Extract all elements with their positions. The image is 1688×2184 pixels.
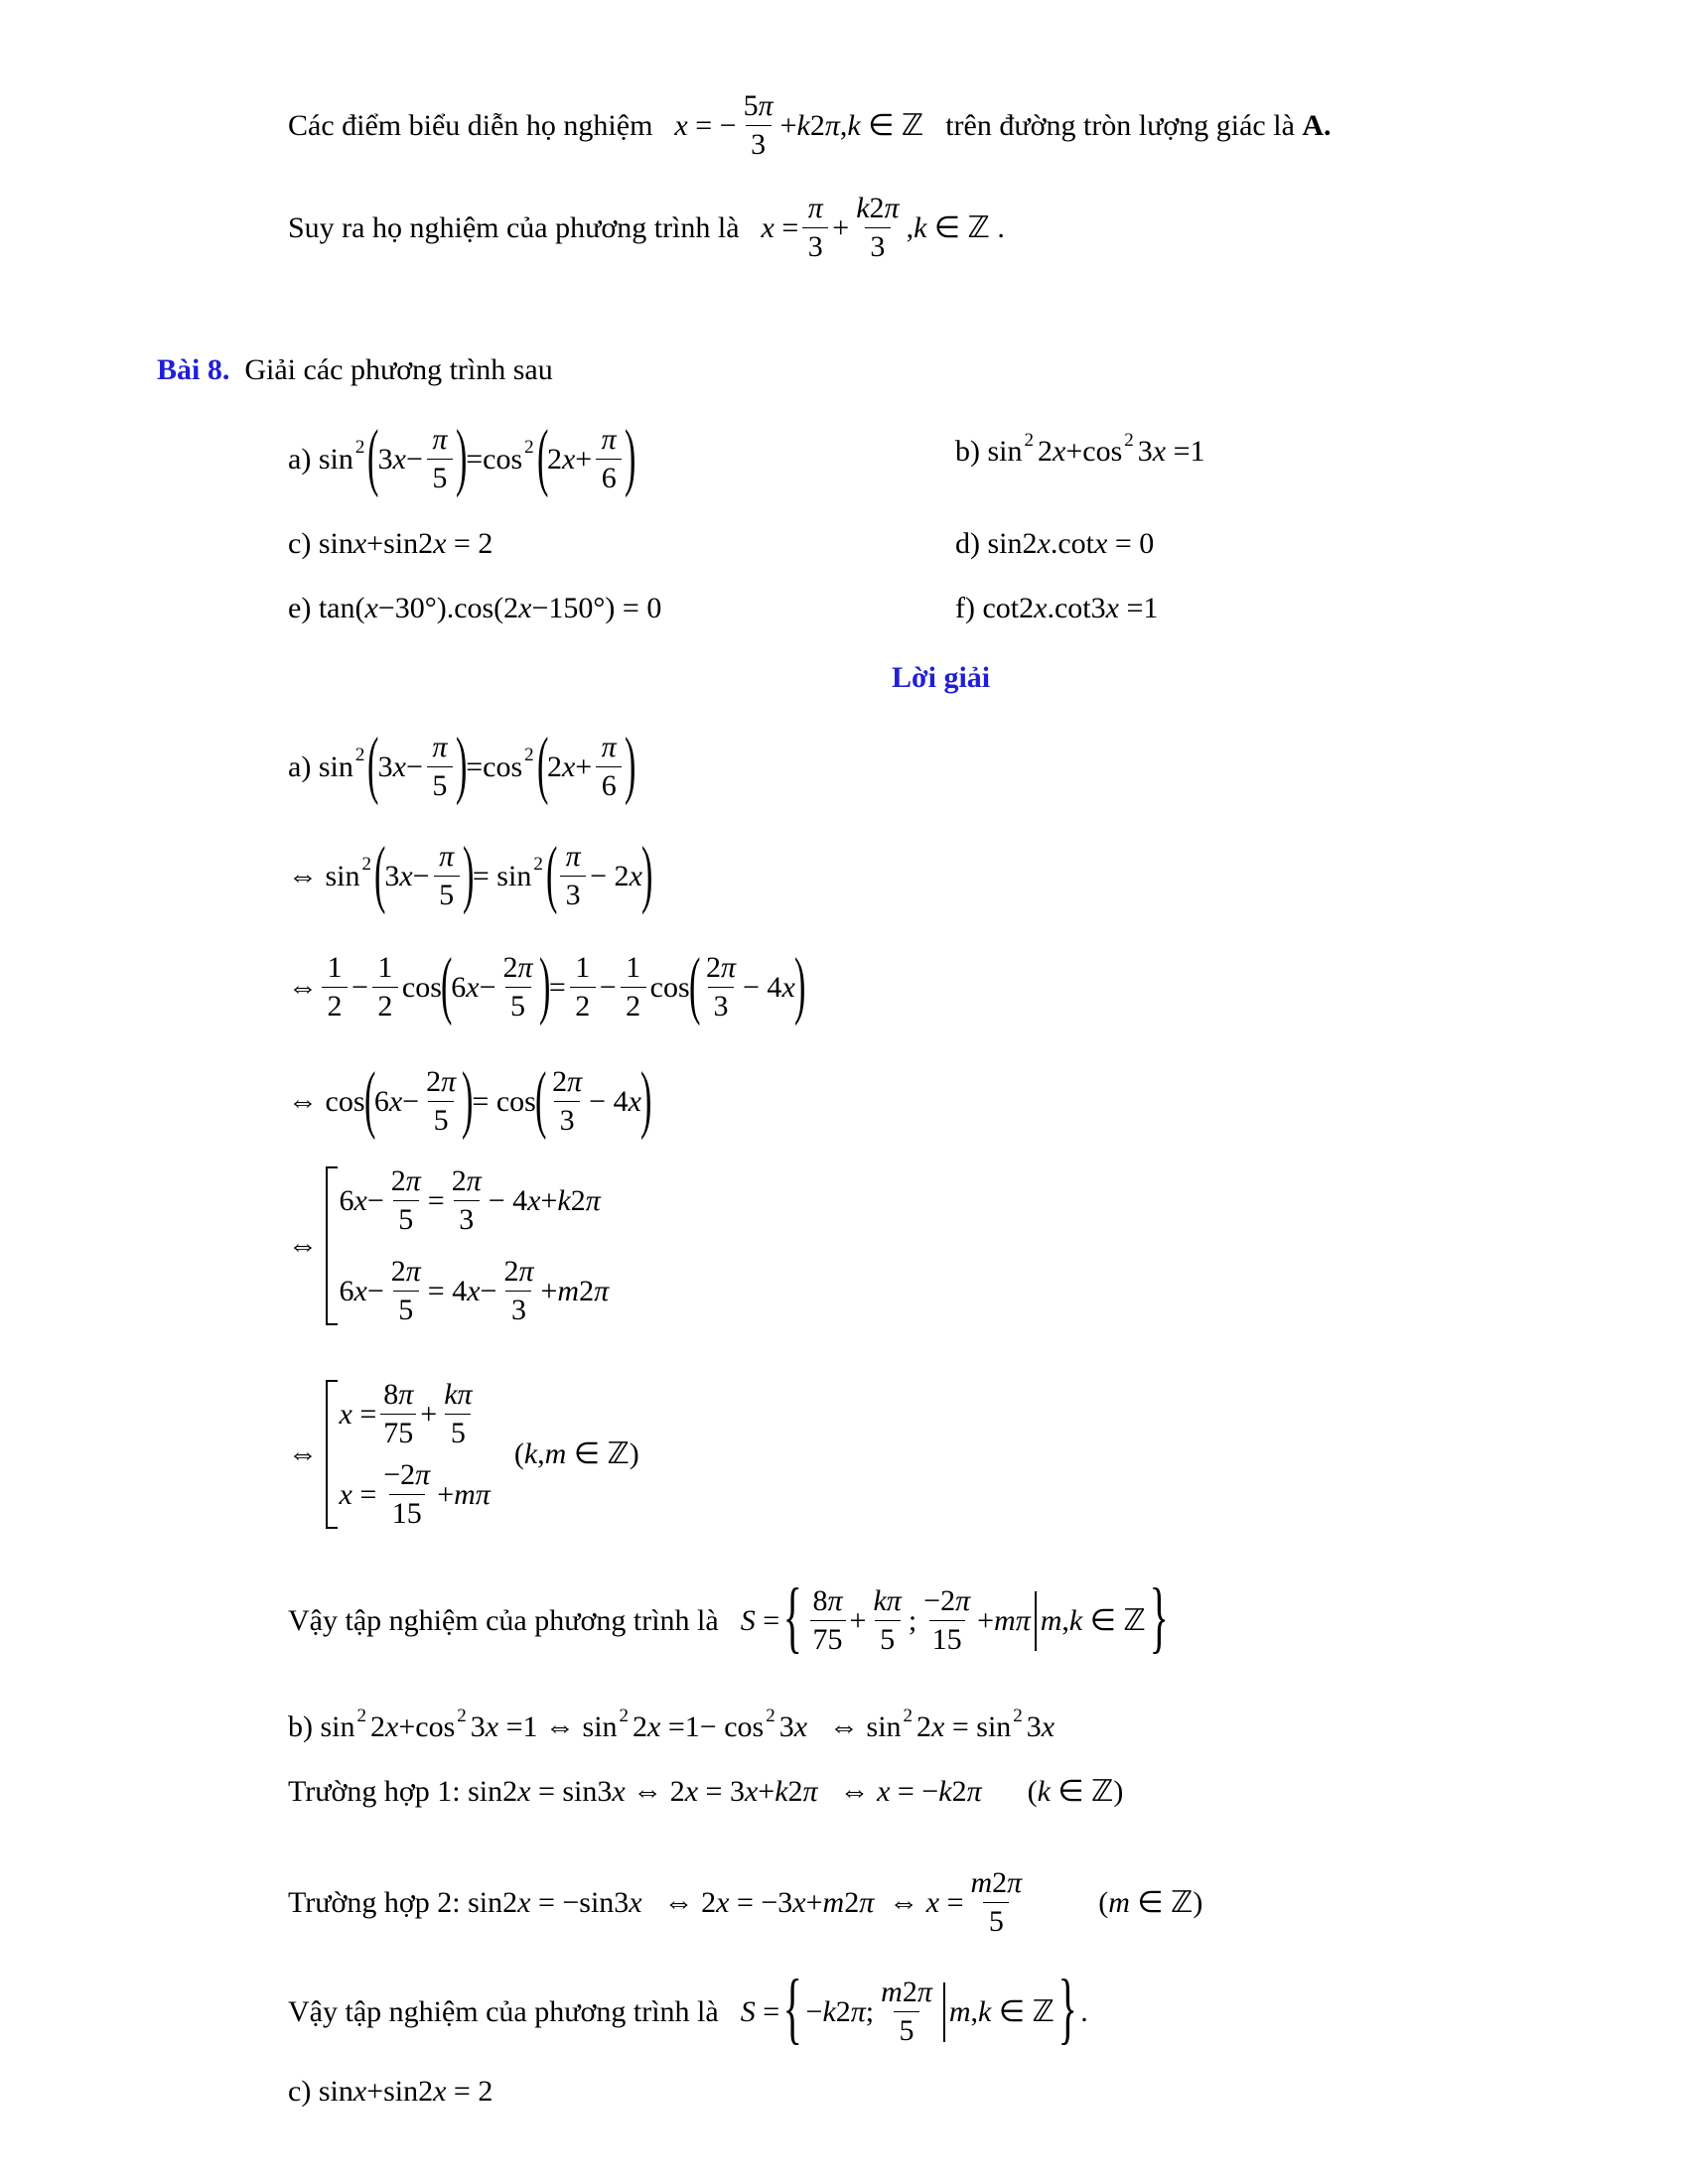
conclusion-a-text: Vậy tập nghiệm của phương trình là — [288, 1603, 719, 1637]
solution-a-step-2: ⇔ sin 2 ( 3 x − $\frac{\pi}{5}$ ) = sin 2 ( $\frac{\pi}{3}$ − 2 x ) — [288, 832, 653, 916]
solution-a-label: a) — [288, 750, 312, 783]
problem-e: e) tan( x −30°).cos(2 x −150°) = 0 — [288, 592, 662, 624]
item-a-label: a) — [288, 442, 312, 476]
solution-a-step-1: a) sin 2 ( 3 x − $\frac{\pi}{5}$ ) =cos 2 ( 2 x + $\frac{\pi}{6}$ ) — [288, 723, 636, 807]
item-b-label: b) — [955, 435, 980, 468]
intro-text-1-end: trên đường tròn lượng giác là — [945, 108, 1295, 142]
item-f-label: f) — [955, 592, 975, 624]
solution-a-step-4: ⇔ cos ( 6 x − $\frac{2\pi}{5}$ ) = cos ( $\frac{2\pi}{3}$ − 4 x ) — [288, 1057, 652, 1142]
case-1-label: Trường hợp 1: — [288, 1775, 461, 1808]
intro-text-1: Các điểm biểu diễn họ nghiệm — [288, 108, 653, 142]
solution-b-case-1: Trường hợp 1: sin2 x = sin3 x ⇔ 2 x = 3 x + k 2 π ⇔ x = − k 2 π ( k ∈ ℤ) — [288, 1775, 1124, 1808]
problem-title: Giải các phương trình sau — [244, 353, 553, 386]
problem-d: d) sin2 x .cot x = 0 — [955, 527, 1155, 560]
intro-line-2: Suy ra họ nghiệm của phương trình là x = $\frac{\pi}{3}$ + $\frac{k2\pi}{3}$ , k ∈ ℤ . — [288, 192, 1005, 263]
problem-b: b) sin 2 2 x +cos 2 3 x =1 — [955, 429, 1205, 468]
solution-b-case-2: Trường hợp 2: sin2 x = −sin3 x ⇔ 2 x = −3 x + m 2 π ⇔ x = $\frac{m2\pi}{5}$ ( m ∈ ℤ) — [288, 1866, 1203, 1938]
answer-label: A. — [1302, 108, 1332, 142]
solution-b-conclusion: Vậy tập nghiệm của phương trình là S = { − k 2 π ; $\frac{m2\pi}{5}$ m , k ∈ ℤ } . — [288, 1964, 1088, 2052]
solution-a-system-1: ⇔ 6 x − $\frac{2\pi}{5}$ = $\frac{2\pi}{3}$ − 4 x + k 2 π 6 x − $\frac{2\pi}{5}$ = 4 x − $\frac{2\pi}{3}$ + m 2 π — [288, 1164, 610, 1326]
problem-f: f) cot2 x .cot3 x =1 — [955, 592, 1159, 624]
solution-a-conclusion: Vậy tập nghiệm của phương trình là S = { $\frac{8\pi}{75}$ + $\frac{k\pi}{5}$ ; $\frac{-2\pi}{15}$ + mπ m , k ∈ ℤ } — [288, 1572, 1169, 1661]
intro-line-1: Các điểm biểu diễn họ nghiệm x = − $\frac{5\pi}{3}$ + k 2 π , k ∈ ℤ trên đường tròn lượng giác là A. — [288, 89, 1332, 161]
item-d-label: d) — [955, 527, 980, 560]
problem-heading — [157, 355, 553, 385]
problem-label: Bài 8. — [157, 353, 230, 386]
item-c-label: c) — [288, 527, 312, 560]
problem-c: c) sin x +sin2 x = 2 — [288, 527, 493, 560]
solution-a-step-3: ⇔ $\frac{1}{2}$ − $\frac{1}{2}$ cos ( 6 x − $\frac{2\pi}{5}$ ) = $\frac{1}{2}$ − $\frac{1}{2}$ cos ( $\frac{2\pi}{3}$ − 4 x ) — [288, 943, 806, 1027]
solution-c-step-1: c) sin x +sin2 x = 2 — [288, 2075, 493, 2108]
solution-a-system-2: ⇔ x = $\frac{8\pi}{75}$ + $\frac{k\pi}{5}$ x = $\frac{-2\pi}{15}$ + mπ ( k , m ∈ ℤ) — [288, 1378, 639, 1530]
conclusion-b-text: Vậy tập nghiệm của phương trình là — [288, 1994, 719, 2028]
intro-text-2: Suy ra họ nghiệm của phương trình là — [288, 210, 740, 244]
solution-b-label: b) — [288, 1710, 313, 1743]
item-e-label: e) — [288, 592, 312, 624]
case-2-label: Trường hợp 2: — [288, 1885, 461, 1919]
solution-c-label: c) — [288, 2075, 312, 2108]
solution-heading: Lời giải — [892, 661, 991, 694]
problem-a: a) sin 2 ( 3 x − $\frac{\pi}{5}$ ) =cos 2 ( 2 x + $\frac{\pi}{6}$ ) — [288, 415, 636, 499]
solution-b-step-1: b) sin 2 2 x +cos 2 3 x =1 ⇔ sin 2 2 x =1− cos 2 3 x ⇔ sin 2 2 x = sin 2 3 x — [288, 1705, 1055, 1743]
